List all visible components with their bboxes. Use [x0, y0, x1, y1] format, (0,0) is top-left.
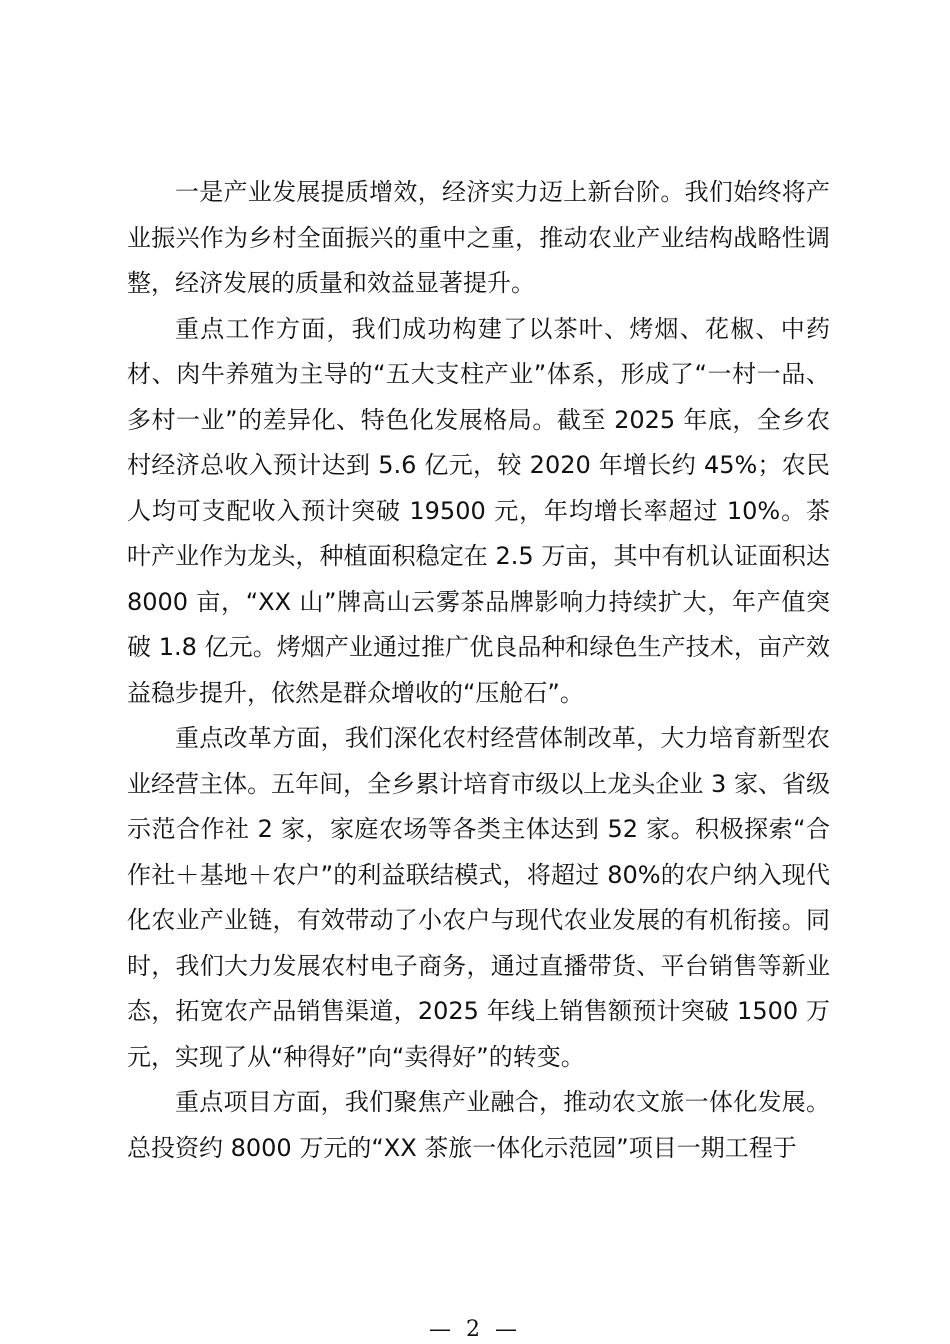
paragraph-key-projects: 重点项目方面，我们聚焦产业融合，推动农文旅一体化发展。总投资约 8000 万元的“XX 茶旅一体化示范园”项目一期工程于 [127, 1088, 830, 1162]
document-body [127, 170, 830, 1171]
paragraph-industry-development: 一是产业发展提质增效，经济实力迈上新台阶。我们始终将产业振兴作为乡村全面振兴的重中之重，推动农业产业结构战略性调整，经济发展的质量和效益显著提升。 [127, 178, 830, 297]
paragraph-key-work: 重点工作方面，我们成功构建了以茶叶、烤烟、花椒、中药材、肉牛养殖为主导的“五大支柱产业”体系，形成了“一村一品、多村一业”的差异化、特色化发展格局。截至 2025 年底，全乡农村经济总收入预计达到 5.6 亿元，较 2020 年增长约 45%；农民人均可支配收入预计突破 19500 元，年均增长率超过 10%。茶叶产业作为龙头，种植面积稳定在 2.5 万亩，其中有机认证面积达 8000 亩，“XX 山”牌高山云雾茶品牌影响力持续扩大，年产值突破 1.8 亿元。烤烟产业通过推广优良品种和绿色生产技术，亩产效益稳步提升，依然是群众增收的“压舱石”。 [127, 314, 830, 707]
page-number: — 2 — [429, 1317, 521, 1342]
paragraph-key-reform: 重点改革方面，我们深化农村经营体制改革，大力培育新型农业经营主体。五年间，全乡累计培育市级以上龙头企业 3 家、省级示范合作社 2 家，家庭农场等各类主体达到 52 家。积极探索“合作社＋基地＋农户”的利益联结模式，将超过 80%的农户纳入现代化农业产业链，有效带动了小农户与现代农业发展的有机衔接。同时，我们大力发展农村电子商务，通过直播带货、平台销售等新业态，拓宽农产品销售渠道，2025 年线上销售额预计突破 1500 万元，实现了从“种得好”向“卖得好”的转变。 [127, 724, 830, 1071]
